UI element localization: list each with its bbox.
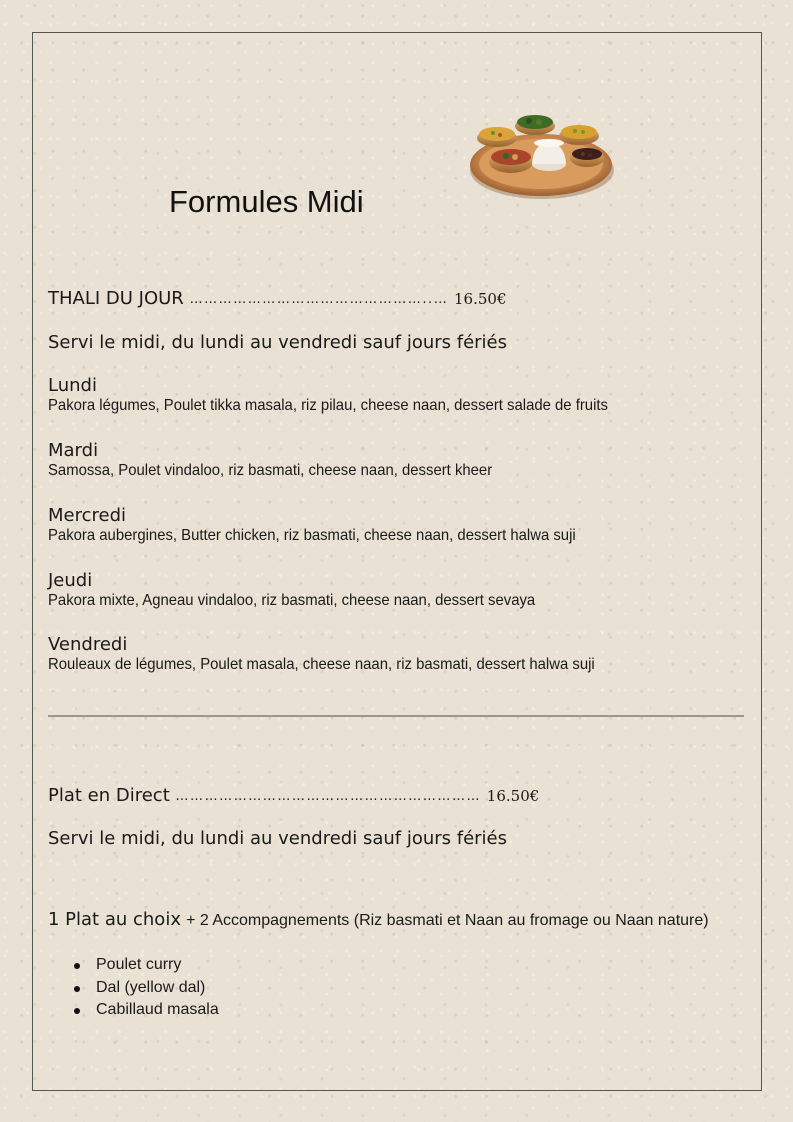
day-jeudi bbox=[48, 570, 572, 610]
choice-line bbox=[48, 909, 709, 930]
page-border bbox=[32, 32, 762, 1091]
day-lundi bbox=[48, 375, 650, 415]
day-vendredi bbox=[48, 634, 636, 674]
list-item: Cabillaud masala bbox=[70, 999, 219, 1022]
day-name: Jeudi bbox=[48, 570, 93, 591]
day-dishes: Pakora aubergines, Butter chicken, riz basmati, cheese naan, dessert halwa suji bbox=[48, 527, 576, 544]
thali-heading bbox=[48, 288, 507, 309]
choice-sides: + 2 Accompagnements (Riz basmati et Naan au fromage ou Naan nature) bbox=[186, 912, 709, 929]
day-name: Lundi bbox=[48, 375, 97, 396]
plat-direct-note: Servi le midi, du lundi au vendredi sauf jours fériés bbox=[48, 828, 508, 849]
plat-direct-price: 16.50€ bbox=[486, 787, 540, 805]
day-name: Mercredi bbox=[48, 505, 127, 526]
list-item: Dal (yellow dal) bbox=[70, 977, 219, 1000]
plat-direct-heading bbox=[48, 785, 539, 806]
thali-name: THALI DU JOUR bbox=[48, 288, 184, 309]
section-divider bbox=[48, 715, 744, 717]
day-name: Mardi bbox=[48, 440, 99, 461]
day-dishes: Samossa, Poulet vindaloo, riz basmati, cheese naan, dessert kheer bbox=[48, 462, 493, 479]
thali-note: Servi le midi, du lundi au vendredi sauf jours fériés bbox=[48, 332, 508, 353]
dot-leader: ……………………………………………………… bbox=[175, 789, 482, 804]
day-mardi bbox=[48, 440, 526, 480]
thali-platter-image bbox=[469, 110, 615, 202]
day-mercredi bbox=[48, 505, 615, 545]
thali-price: 16.50€ bbox=[454, 290, 507, 308]
day-name: Vendredi bbox=[48, 634, 128, 655]
list-item: Poulet curry bbox=[70, 954, 219, 977]
day-dishes: Rouleaux de légumes, Poulet masala, cheese naan, riz basmati, dessert halwa suji bbox=[48, 656, 595, 673]
day-dishes: Pakora légumes, Poulet tikka masala, riz pilau, cheese naan, dessert salade de fruits bbox=[48, 397, 608, 414]
plat-direct-name: Plat en Direct bbox=[48, 785, 170, 806]
dot-leader: …………………………………………..… bbox=[189, 292, 449, 307]
choice-main: 1 Plat au choix bbox=[48, 909, 181, 930]
dish-options-list bbox=[70, 954, 219, 1022]
page-title: Formules Midi bbox=[169, 184, 364, 219]
day-dishes: Pakora mixte, Agneau vindaloo, riz basmati, cheese naan, dessert sevaya bbox=[48, 592, 536, 609]
